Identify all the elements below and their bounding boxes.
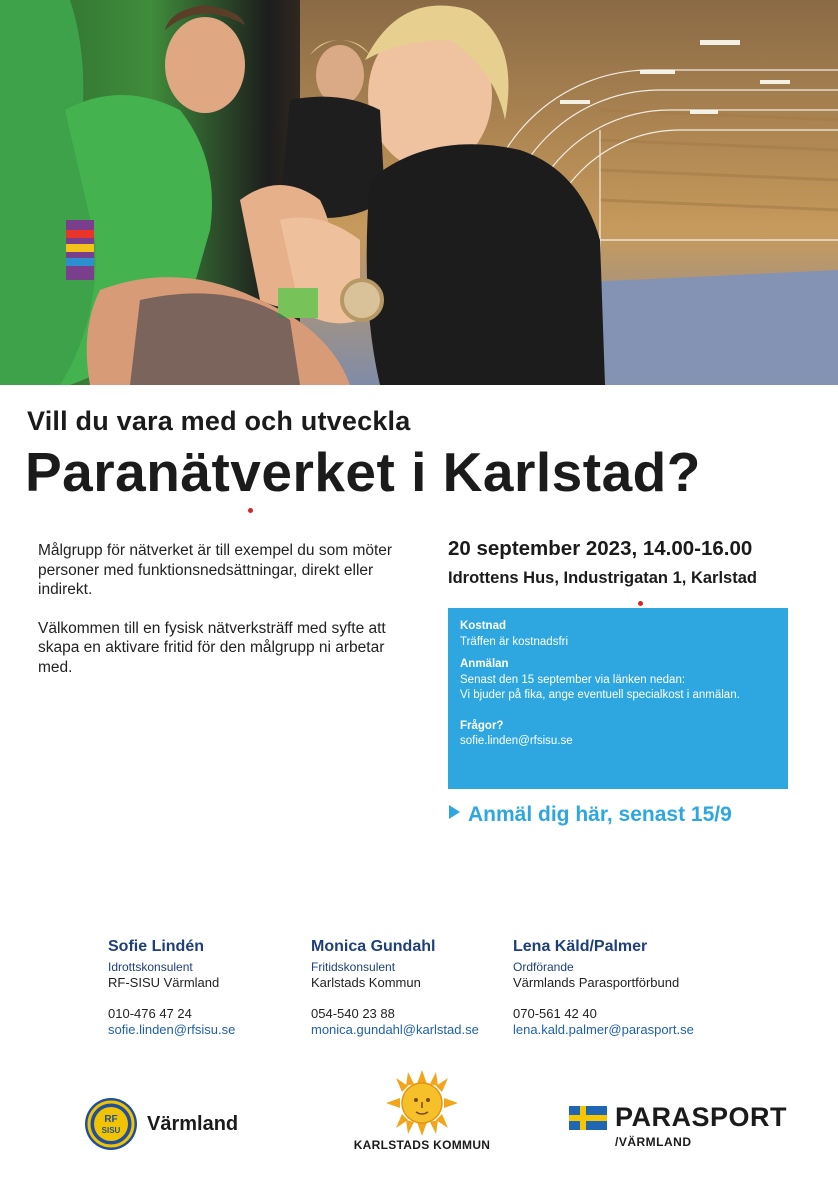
page-title: Paranätverket i Karlstad? (25, 441, 701, 503)
hero-photo-illustration (0, 0, 838, 385)
event-date: 20 september 2023, 14.00-16.00 (448, 537, 753, 560)
contact-name: Lena Käld/Palmer (513, 938, 648, 955)
signup-link-label: Anmäl dig här, senast 15/9 (468, 803, 732, 826)
event-location: Idrottens Hus, Industrigatan 1, Karlstad (448, 569, 757, 587)
parasport-logo-subtext: /VÄRMLAND (615, 1135, 692, 1149)
decorative-dot (248, 508, 253, 513)
contact-role: Ordförande (513, 960, 574, 974)
contact-email[interactable]: monica.gundahl@karlstad.se (311, 1022, 479, 1037)
karlstad-logo-text: KARLSTADS KOMMUN (353, 1138, 491, 1152)
contact-name: Monica Gundahl (311, 938, 436, 955)
contact-card (311, 938, 521, 1038)
svg-text:RF: RF (104, 1114, 118, 1125)
play-arrow-icon (449, 805, 460, 819)
intro-heading: Vill du vara med och utveckla (27, 406, 411, 436)
questions-heading: Frågor? (460, 719, 504, 732)
svg-text:SISU: SISU (101, 1126, 121, 1135)
contact-email[interactable]: lena.kald.palmer@parasport.se (513, 1022, 694, 1037)
description-paragraph: Välkommen till en fysisk nätverksträff med syfte att skapa en aktivare fritid för den målgrupp ni arbetar med. (38, 619, 386, 676)
questions-email[interactable]: sofie.linden@rfsisu.se (460, 735, 573, 747)
hero-photo (0, 0, 838, 385)
contact-org: Värmlands Parasportförbund (513, 975, 680, 990)
contact-card (108, 938, 318, 1038)
description-paragraph: Målgrupp för nätverket är till exempel du som möter personer med funktionsnedsättningar, direkt eller indirekt. (38, 542, 393, 598)
contact-email[interactable]: sofie.linden@rfsisu.se (108, 1022, 236, 1037)
parasport-logo-text: PARASPORT (615, 1102, 788, 1132)
contact-role: Fritidskonsulent (311, 960, 396, 974)
signup-text: Vi bjuder på fika, ange eventuell specialkost i anmälan. (460, 689, 740, 701)
swedish-flag-icon (569, 1106, 607, 1130)
rfsisu-logo (82, 1097, 257, 1152)
contact-org: RF-SISU Värmland (108, 975, 220, 990)
contact-phone: 010-476 47 24 (108, 1006, 192, 1021)
signup-text: Senast den 15 september via länken nedan: (460, 673, 686, 686)
contact-phone: 070-561 42 40 (513, 1006, 597, 1021)
cost-heading: Kostnad (460, 620, 506, 632)
info-box (448, 608, 788, 789)
contact-role: Idrottskonsulent (108, 960, 193, 974)
contact-org: Karlstads Kommun (311, 975, 421, 990)
contact-phone: 054-540 23 88 (311, 1006, 395, 1021)
signup-heading: Anmälan (460, 658, 509, 670)
parasport-logo (569, 1102, 788, 1153)
contact-card (513, 938, 743, 1038)
signup-link[interactable] (449, 803, 732, 827)
cost-text: Träffen är kostnadsfri (460, 635, 569, 648)
decorative-dot (638, 601, 643, 606)
sun-icon (386, 1070, 458, 1136)
contact-name: Sofie Lindén (108, 938, 204, 955)
karlstad-logo (342, 1070, 502, 1160)
rfsisu-emblem-icon (82, 1097, 140, 1152)
rfsisu-logo-text: Värmland (147, 1113, 239, 1135)
description (38, 541, 408, 677)
